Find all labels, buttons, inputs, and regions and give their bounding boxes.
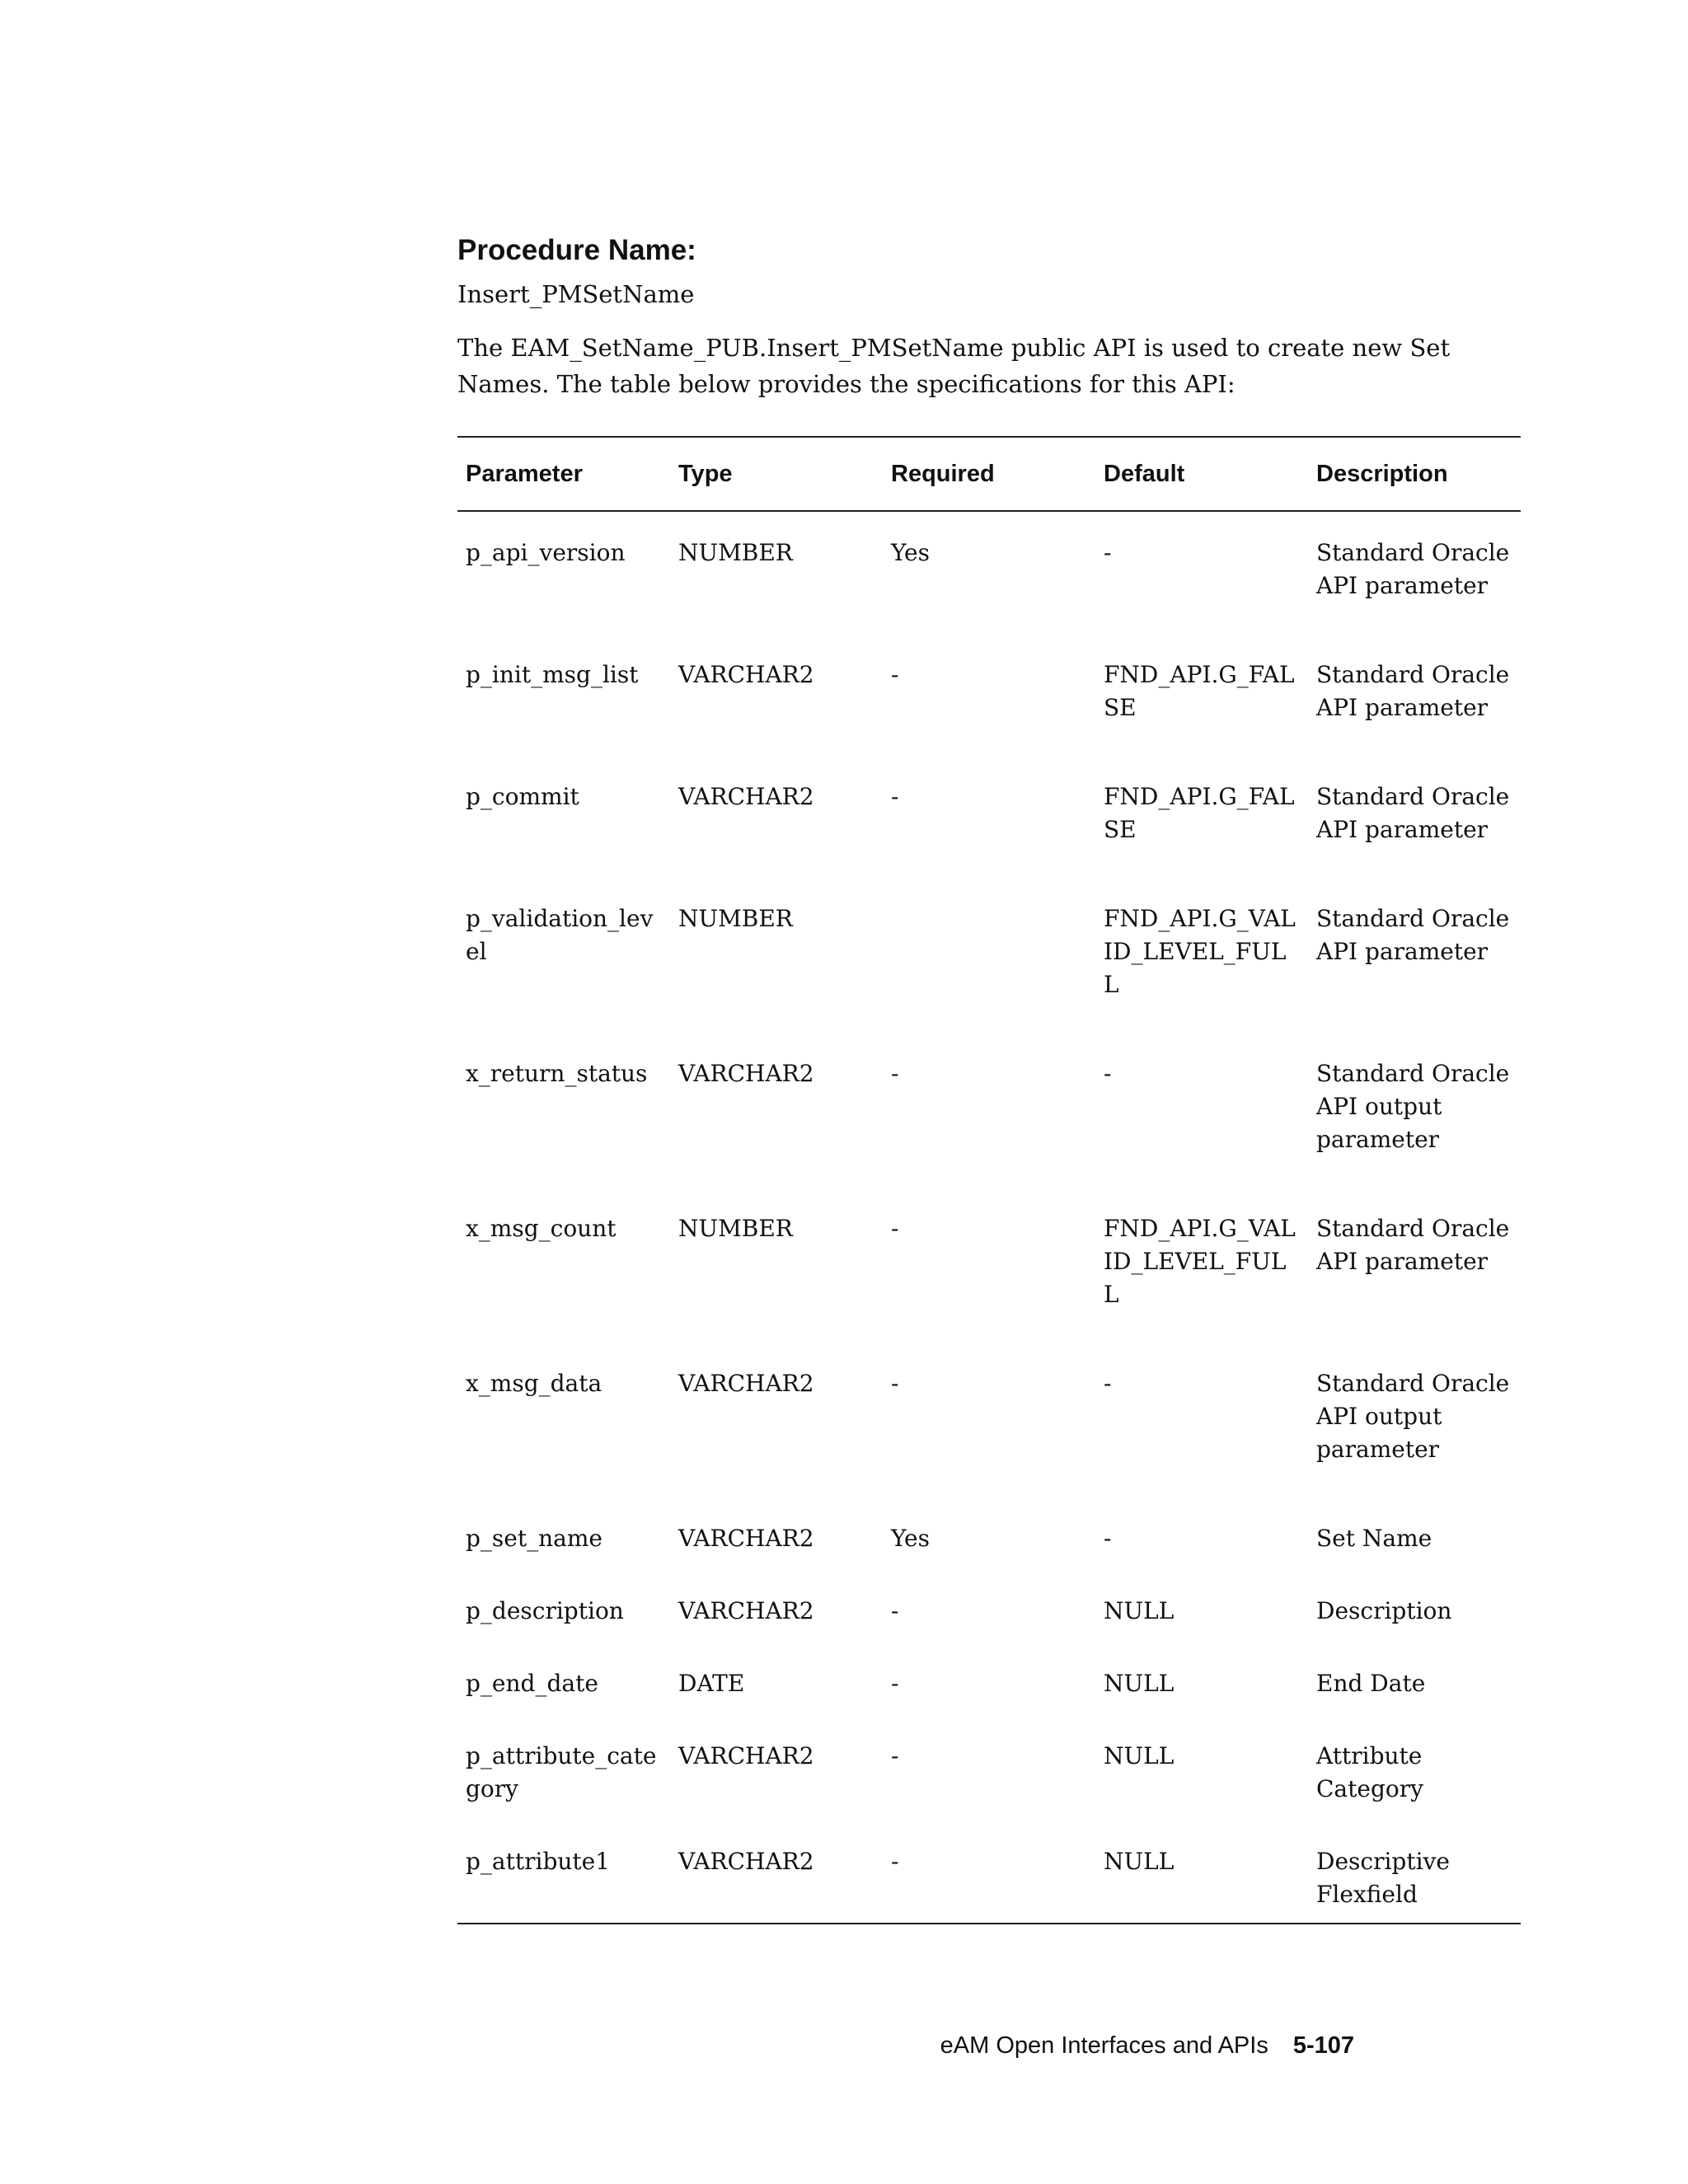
cell-parameter: x_msg_data: [466, 1370, 603, 1397]
cell-default: NULL: [1104, 1848, 1175, 1875]
table-row: [457, 1720, 1521, 1825]
cell-description: Standard Oracle API parameter: [1316, 905, 1510, 965]
cell-required: -: [891, 1597, 899, 1624]
cell-description: Standard Oracle API parameter: [1316, 783, 1510, 843]
cell-type: VARCHAR2: [678, 783, 814, 810]
cell-required: Yes: [891, 1525, 930, 1552]
header-required: Required: [883, 437, 1095, 511]
page-number: 5-107: [1292, 2032, 1354, 2059]
table-row: [457, 752, 1521, 874]
cell-parameter: p_set_name: [466, 1525, 603, 1552]
cell-required: -: [891, 1848, 899, 1875]
cell-parameter: x_return_status: [466, 1060, 648, 1087]
cell-description: End Date: [1316, 1670, 1426, 1697]
cell-description: Set Name: [1316, 1525, 1432, 1552]
procedure-heading: Procedure Name:: [457, 234, 696, 266]
table-row: [457, 511, 1521, 630]
table-row: [457, 1184, 1521, 1339]
cell-required: -: [891, 783, 899, 810]
header-parameter: Parameter: [457, 437, 670, 511]
page-footer: [940, 2029, 1354, 2062]
cell-default: FND_API.G_VALID_LEVEL_FULL: [1104, 1215, 1296, 1308]
cell-parameter: p_attribute1: [466, 1848, 611, 1875]
cell-description: Attribute Category: [1316, 1742, 1423, 1802]
cell-default: NULL: [1104, 1597, 1175, 1624]
cell-parameter: p_api_version: [466, 539, 626, 566]
cell-type: NUMBER: [678, 539, 793, 566]
cell-description: Standard Oracle API output parameter: [1316, 1370, 1510, 1463]
table-row: [457, 630, 1521, 752]
cell-required: -: [891, 1215, 899, 1242]
table-row: [457, 1575, 1521, 1647]
cell-description: Standard Oracle API parameter: [1316, 539, 1510, 599]
cell-type: VARCHAR2: [678, 1742, 814, 1769]
cell-type: VARCHAR2: [678, 1060, 814, 1087]
cell-type: VARCHAR2: [678, 1525, 814, 1552]
cell-parameter: p_validation_level: [466, 905, 654, 965]
header-type: Type: [670, 437, 883, 511]
cell-parameter: x_msg_count: [466, 1215, 617, 1242]
cell-default: NULL: [1104, 1670, 1175, 1697]
intro-line: The EAM_SetName_PUB.Insert_PMSetName public API is used to create new Set: [457, 334, 1451, 362]
cell-description: Standard Oracle API parameter: [1316, 661, 1510, 721]
cell-required: -: [891, 1742, 899, 1769]
cell-parameter: p_init_msg_list: [466, 661, 639, 688]
cell-type: NUMBER: [678, 905, 793, 932]
cell-required: -: [891, 661, 899, 688]
api-spec-table: [457, 436, 1521, 1924]
cell-required: [883, 874, 1095, 1029]
cell-type: DATE: [678, 1670, 745, 1697]
cell-default: -: [1104, 1060, 1112, 1087]
header-description: Description: [1308, 437, 1521, 511]
cell-description: Standard Oracle API parameter: [1316, 1215, 1510, 1275]
cell-default: -: [1104, 1370, 1112, 1397]
cell-description: Descriptive Flexfield: [1316, 1848, 1450, 1908]
cell-parameter: p_commit: [466, 783, 579, 810]
cell-required: -: [891, 1060, 899, 1087]
header-default: Default: [1095, 437, 1308, 511]
cell-description: Description: [1316, 1597, 1452, 1624]
cell-default: FND_API.G_FALSE: [1104, 783, 1295, 843]
table-row: [457, 1029, 1521, 1184]
cell-default: NULL: [1104, 1742, 1175, 1769]
table-row: [457, 1647, 1521, 1720]
table-row: [457, 1339, 1521, 1494]
cell-type: VARCHAR2: [678, 1597, 814, 1624]
cell-type: NUMBER: [678, 1215, 793, 1242]
cell-type: VARCHAR2: [678, 661, 814, 688]
procedure-name: Insert_PMSetName: [457, 280, 695, 308]
cell-description: Standard Oracle API output parameter: [1316, 1060, 1510, 1153]
cell-type: VARCHAR2: [678, 1370, 814, 1397]
footer-section-title: eAM Open Interfaces and APIs: [940, 2032, 1268, 2059]
table-body: [457, 511, 1521, 1924]
cell-default: FND_API.G_FALSE: [1104, 661, 1295, 721]
intro-paragraph: [457, 330, 1521, 402]
cell-required: -: [891, 1370, 899, 1397]
cell-type: VARCHAR2: [678, 1848, 814, 1875]
table-row: [457, 1494, 1521, 1575]
intro-line: Names. The table below provides the specifications for this API:: [457, 370, 1236, 398]
cell-required: -: [891, 1670, 899, 1697]
table-row: [457, 874, 1521, 1029]
table-row: [457, 1825, 1521, 1924]
cell-parameter: p_end_date: [466, 1670, 598, 1697]
cell-default: FND_API.G_VALID_LEVEL_FULL: [1104, 905, 1296, 998]
cell-default: -: [1104, 539, 1112, 566]
table-header-row: [457, 437, 1521, 511]
cell-default: -: [1104, 1525, 1112, 1552]
cell-parameter: p_description: [466, 1597, 624, 1624]
cell-required: Yes: [891, 539, 930, 566]
cell-parameter: p_attribute_category: [466, 1742, 657, 1802]
